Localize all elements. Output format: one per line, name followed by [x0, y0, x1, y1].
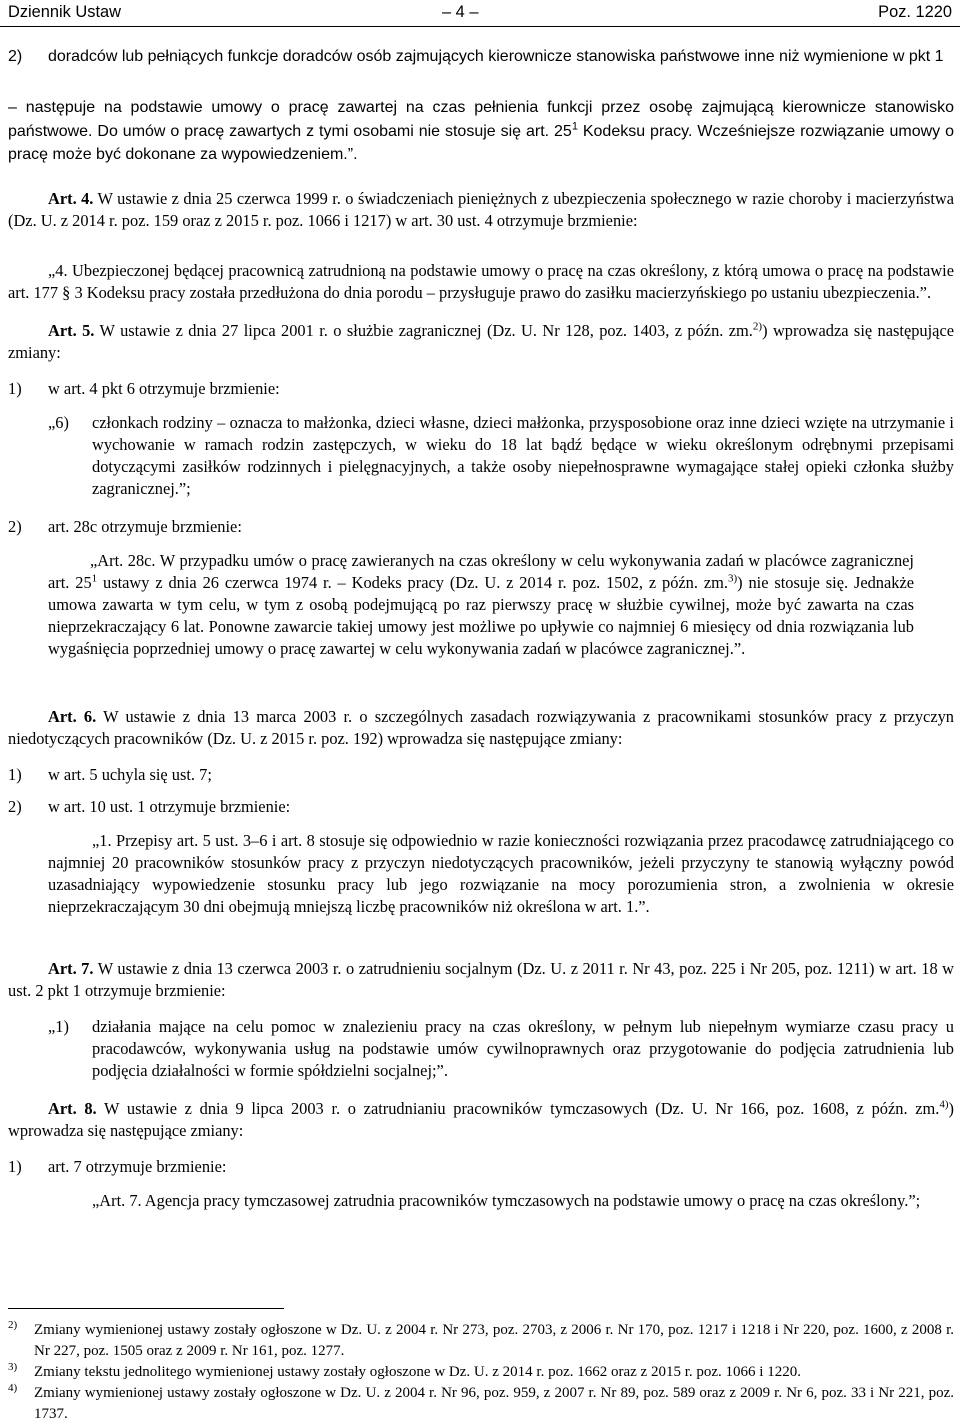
superscript: 1 — [91, 572, 98, 585]
item-text: w art. 4 pkt 6 otrzymuje brzmienie: — [48, 379, 280, 398]
footnote-ref: 3) — [727, 572, 738, 585]
article-label: Art. 8. — [48, 1099, 97, 1118]
footnote-text: Zmiany wymienionej ustawy zostały ogłoszone w Dz. U. z 2004 r. Nr 96, poz. 959, z 2007 r. Nr 89, poz. 589 oraz z 2009 r. Nr 6, poz. 33 i Nr 221, poz. 1737. — [34, 1385, 954, 1422]
item-number: 1) — [8, 379, 22, 398]
item-number: 2) — [8, 517, 22, 536]
item-text: art. 7 otrzymuje brzmienie: — [48, 1157, 227, 1176]
article-text: W ustawie z dnia 9 lipca 2003 r. o zatrudnianiu pracowników tymczasowych (Dz. U. Nr 166, poz. 1608, z późn. zm. — [96, 1099, 940, 1118]
article-8 — [8, 1098, 954, 1142]
item-text: doradców lub pełniących funkcje doradców osób zajmujących kierownicze stanowiska państwowe inne niż wymienione w pkt 1 — [48, 48, 944, 65]
quote-text-tail: ) nie stosuje się. Jednakże umowa zawarta w tym celu, w tym z osobą podejmującą po raz pierwszy pracę w służbie cywilnej, może być zawarta na czas nieprzekraczający 6 lat. Ponowne zawarcie takiej umowy jest możliwe po upływie co najmniej 6 miesięcy od dnia rozwiązania lub wygaśnięcia poprzedniej umowy o pracę zawartej w celu wykonywania zadań w placówce zagranicznej.”. — [48, 573, 915, 658]
article-text-tail: ) wprowadza się następujące zmiany: — [8, 1099, 954, 1140]
quote-text: członkach rodziny – oznacza to małżonka, dzieci własne, dzieci małżonka, przysposobione oraz inne dzieci wzięte na utrzymanie i wychowanie w ramach rodzin zastępczych, w wieku do 18 lat bądź będące w wieku określonym odrębnymi przepisami dotyczącymi zasiłków rodzinnych i pielęgnacyjnych, a także osoby niepełnosprawne wymagające stałej opieki członka służby zagranicznej.”; — [92, 413, 954, 498]
article-7 — [8, 958, 954, 1002]
quote-label: „1) — [48, 1017, 69, 1036]
article-text: W ustawie z dnia 13 czerwca 2003 r. o zatrudnieniu socjalnym (Dz. U. z 2011 r. Nr 43, poz. 225 i Nr 205, poz. 1211) w art. 18 w ust. 2 pkt 1 otrzymuje brzmienie: — [8, 959, 954, 1000]
article-28c-quote — [8, 550, 914, 660]
page-header — [0, 0, 960, 24]
paragraph-nastepuje — [8, 96, 954, 167]
paragraph-text-tail: Kodeksu pracy. Wcześniejsze rozwiązanie umowy o pracę może być dokonane za wypowiedzeniem.”. — [8, 122, 955, 163]
footnote-label: 3) — [8, 1361, 18, 1373]
article-4 — [8, 188, 954, 232]
footnote-ref: 2) — [752, 320, 763, 333]
footnote-ref: 4) — [939, 1098, 949, 1111]
quote-text: „Art. 28c. W przypadku umów o pracę zawieranych na czas określony w celu wykonywania zadań w placówce zagranicznej art. 25 — [48, 551, 914, 592]
footnote-text: Zmiany tekstu jednolitego wymienionej ustawy zostały ogłoszone w Dz. U. z 2014 r. poz. 1662 oraz z 2015 r. poz. 1066 i 1220. — [34, 1364, 801, 1380]
quote-text: działania mające na celu pomoc w znalezieniu pracy na czas określony, w pełnym lub niepełnym wymiarze czasu pracy u pracodawców, wykonywania usług na podstawie umów cywilnoprawnych oraz przygotowanie do podjęcia zatrudnienia lub podjęcia działalności w formie spółdzielni socjalnej;”. — [92, 1017, 954, 1080]
footnote-text: Zmiany wymienionej ustawy zostały ogłoszone w Dz. U. z 2004 r. Nr 273, poz. 2703, z 2006 r. Nr 170, poz. 1217 i 1218 i Nr 220, poz. 1600, z 2008 r. Nr 227, poz. 1505 oraz z 2009 r. Nr 161, poz. 1277. — [34, 1322, 954, 1359]
article-5 — [8, 320, 954, 364]
footnote-rule — [8, 1308, 284, 1309]
item-number: 2) — [8, 797, 22, 816]
article-7-quote: „Art. 7. Agencja pracy tymczasowej zatrudnia pracowników tymczasowych na podstawie umowy o pracę na czas określony.”; — [92, 1191, 921, 1210]
article-label: Art. 5. — [48, 321, 95, 340]
item-number: 1) — [8, 765, 22, 784]
paragraph-text: – następuje na podstawie umowy o pracę zawartej na czas pełnienia funkcji przez osobę zajmującą kierownicze stanowisko państwowe. Do umów o pracę zawartych z tymi osobami nie stosuje się art. 25 — [8, 99, 954, 140]
journal-title: Dziennik Ustaw — [8, 3, 121, 21]
quote-text-mid: ustawy z dnia 26 czerwca 1974 r. – Kodeks pracy (Dz. U. z 2014 r. poz. 1502, z późn. zm. — [97, 573, 728, 592]
page-number: – 4 – — [442, 3, 479, 21]
footnote-label: 2) — [8, 1319, 18, 1331]
quote-label: „6) — [48, 413, 69, 432]
article-label: Art. 4. — [48, 189, 94, 208]
article-10-quote: „1. Przepisy art. 5 ust. 3–6 i art. 8 stosuje się odpowiednio w razie konieczności rozwiązania przez pracodawcę zatrudniającego co najmniej 20 pracowników stosunków pracy z przyczyn niedotyczących pracowników, jeżeli przyczyny te stanowią wyłączny powód uzasadniający wypowiedzenie stosunku pracy lub jego rozwiązanie na mocy porozumienia stron, a zwolnienia w okresie nieprzekraczającym 30 dni obejmują mniejszą liczbę pracowników niż określona w art. 1.”. — [48, 831, 954, 916]
article-4-quote: „4. Ubezpieczonej będącej pracownicą zatrudnioną na podstawie umowy o pracę na czas określony, z którą umowa o pracę na podstawie art. 177 § 3 Kodeksu pracy została przedłużona do dnia porodu – przysługuje prawo do zasiłku macierzyńskiego po ustaniu ubezpieczenia.”. — [8, 261, 954, 302]
article-text-tail: ) wprowadza się następujące zmiany: — [8, 321, 955, 362]
item-text: art. 28c otrzymuje brzmienie: — [48, 517, 242, 536]
article-text: W ustawie z dnia 25 czerwca 1999 r. o świadczeniach pieniężnych z ubezpieczenia społecznego w razie choroby i macierzyństwa (Dz. U. z 2014 r. poz. 159 oraz z 2015 r. poz. 1066 i 1217) w art. 30 ust. 4 otrzymuje brzmienie: — [8, 189, 954, 230]
article-label: Art. 7. — [48, 959, 94, 978]
article-6 — [8, 706, 954, 750]
item-text: w art. 10 ust. 1 otrzymuje brzmienie: — [48, 797, 291, 816]
footnote-label: 4) — [8, 1382, 18, 1394]
item-number: 1) — [8, 1157, 22, 1176]
article-label: Art. 6. — [48, 707, 97, 726]
header-rule — [0, 26, 960, 27]
item-number: 2) — [8, 48, 23, 65]
article-text: W ustawie z dnia 13 marca 2003 r. o szczególnych zasadach rozwiązywania z pracownikami stosunków pracy z przyczyn niedotyczących pracowników (Dz. U. z 2015 r. poz. 192) wprowadza się następujące zmiany: — [8, 707, 954, 748]
article-text: W ustawie z dnia 27 lipca 2001 r. o służbie zagranicznej (Dz. U. Nr 128, poz. 1403, z późn. zm. — [94, 321, 753, 340]
superscript: 1 — [571, 120, 578, 133]
position-number: Poz. 1220 — [878, 3, 952, 21]
item-text: w art. 5 uchyla się ust. 7; — [48, 765, 212, 784]
